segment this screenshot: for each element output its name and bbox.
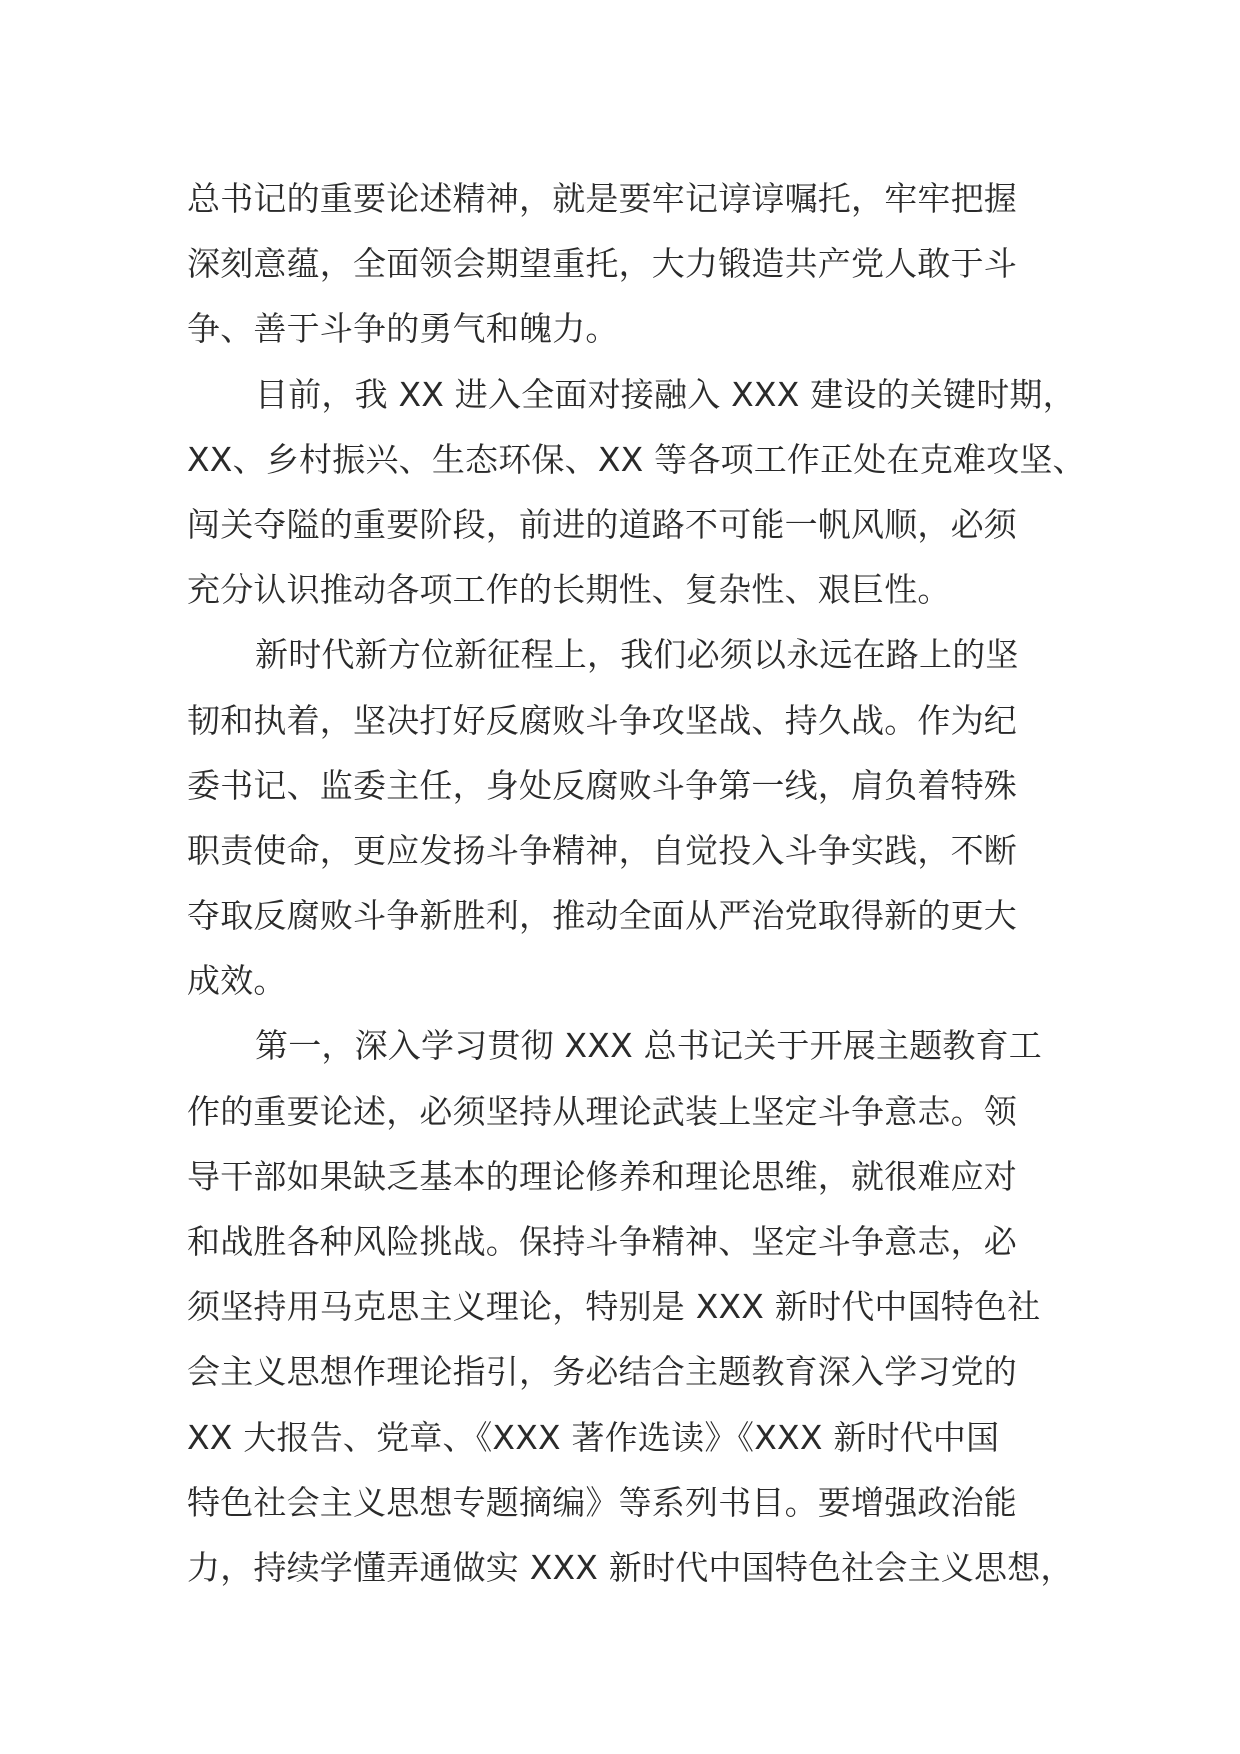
paragraph-line: 和战胜各种风险挑战。保持斗争精神、坚定斗争意志，必: [187, 1222, 1017, 1261]
paragraph-line: 争、善于斗争的勇气和魄力。: [187, 309, 619, 349]
paragraph-line: 委书记、监委主任，身处反腐败斗争第一线，肩负着特殊: [187, 765, 1017, 805]
paragraph-line: 总书记的重要论述精神，就是要牢记谆谆嘱托，牢牢把握: [187, 179, 1017, 218]
paragraph-first-line: 第一，深入学习贯彻 XXX 总书记关于开展主题教育工: [255, 1026, 1043, 1066]
paragraph-line: XX 大报告、党章、《XXX 著作选读》《XXX 新时代中国: [187, 1417, 1000, 1457]
paragraph-line: 特色社会主义思想专题摘编》等系列书目。要增强政治能: [187, 1482, 1017, 1522]
paragraph-line: 须坚持用马克思主义理论，特别是 XXX 新时代中国特色社: [187, 1287, 1041, 1327]
paragraph-line: 作的重要论述，必须坚持从理论武装上坚定斗争意志。领: [187, 1091, 1017, 1131]
paragraph-line: 深刻意蕴，全面领会期望重托，大力锻造共产党人敢于斗: [187, 244, 1017, 284]
paragraph-line: 会主义思想作理论指引，务必结合主题教育深入学习党的: [187, 1352, 1017, 1392]
paragraph-3: [187, 622, 1067, 1013]
paragraph-line: XX、乡村振兴、生态环保、XX 等各项工作正处在克难攻坚、: [187, 439, 1086, 479]
paragraph-4: [187, 1013, 1074, 1600]
paragraph-line: 导干部如果缺乏基本的理论修养和理论思维，就很难应对: [187, 1156, 1017, 1196]
document-body: [187, 166, 1086, 1600]
paragraph-first-line: 新时代新方位新征程上，我们必须以永远在路上的坚: [255, 635, 1019, 675]
paragraph-line: 夺取反腐败斗争新胜利，推动全面从严治党取得新的更大: [187, 896, 1017, 936]
paragraph-line: 职责使命，更应发扬斗争精神，自觉投入斗争实践，不断: [187, 830, 1017, 870]
paragraph-1: [187, 166, 1067, 362]
paragraph-first-line: 目前，我 XX 进入全面对接融入 XXX 建设的关键时期，: [255, 374, 1076, 414]
paragraph-2: [187, 362, 1086, 623]
paragraph-line: 闯关夺隘的重要阶段，前进的道路不可能一帆风顺，必须: [187, 504, 1017, 544]
paragraph-line: 力，持续学懂弄通做实 XXX 新时代中国特色社会主义思想，: [187, 1547, 1074, 1587]
paragraph-line: 成效。: [187, 961, 287, 1001]
paragraph-line: 韧和执着，坚决打好反腐败斗争攻坚战、持久战。作为纪: [187, 700, 1017, 740]
paragraph-line: 充分认识推动各项工作的长期性、复杂性、艰巨性。: [187, 570, 951, 610]
